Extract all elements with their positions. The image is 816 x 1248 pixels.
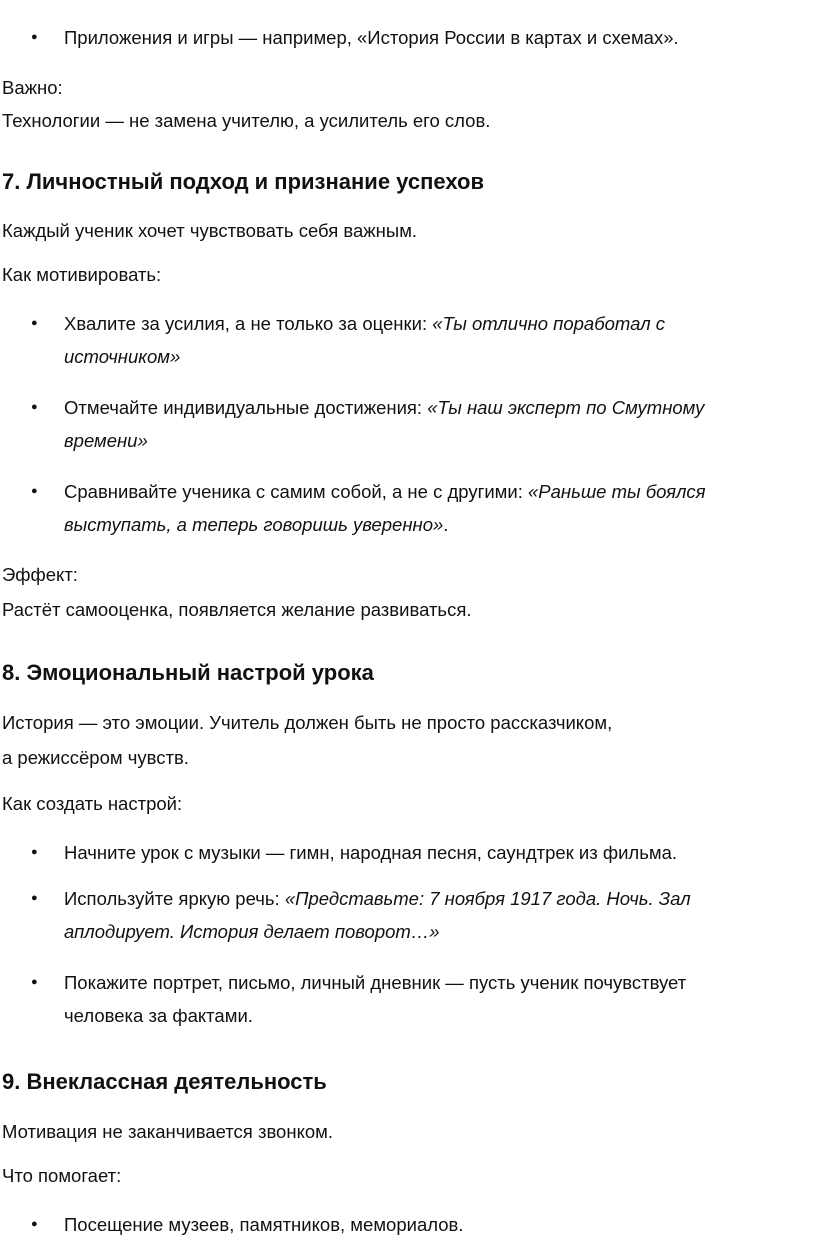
- bullet-icon: ●: [31, 31, 38, 43]
- list-item-text: Отмечайте индивидуальные достижения:: [64, 397, 428, 418]
- section-7-heading: 7. Личностный подход и признание успехов: [2, 169, 484, 194]
- list-item-music: [31, 836, 784, 869]
- section-8-intro-line-1: История — это эмоции. Учитель должен быть не просто рассказчиком,: [2, 712, 613, 733]
- bullet-icon: ●: [31, 401, 38, 413]
- list-item-compare-self: [31, 475, 784, 541]
- list-item-text: Сравнивайте ученика с самим собой, а не с другими:: [64, 481, 528, 502]
- section-8-intro-line-2: а режиссёром чувств.: [2, 747, 189, 768]
- section-8-heading: 8. Эмоциональный настрой урока: [2, 660, 374, 685]
- bullet-icon: ●: [31, 976, 38, 988]
- list-item-museums: [31, 1208, 784, 1241]
- list-item-text: Хвалите за усилия, а не только за оценки:: [64, 313, 433, 334]
- effect-label: Эффект:: [2, 564, 78, 585]
- list-item-text-cont: человека за фактами.: [64, 1005, 253, 1026]
- section-9-help-label: Что помогает:: [2, 1165, 122, 1186]
- section-9-heading: 9. Внеклассная деятельность: [2, 1069, 327, 1094]
- section-8-how-label: Как создать настрой:: [2, 793, 183, 814]
- important-label: Важно:: [2, 77, 63, 98]
- quote-text-cont: выступать, а теперь говоришь уверенно»: [64, 514, 444, 535]
- quote-text-cont: времени»: [64, 430, 148, 451]
- list-item-achievements: [31, 391, 784, 457]
- effect-text: Растёт самооценка, появляется желание развиваться.: [2, 599, 472, 620]
- bullet-icon: ●: [31, 892, 38, 904]
- quote-text-cont: аплодирует. История делает поворот…»: [64, 921, 440, 942]
- quote-text: «Представьте: 7 ноября 1917 года. Ночь. Зал: [284, 888, 691, 909]
- list-item-vivid-speech: [31, 882, 784, 948]
- list-item-portrait: [31, 966, 784, 1032]
- list-item-text: Приложения и игры — например, «История России в картах и схемах».: [64, 27, 679, 48]
- quote-text: «Ты наш эксперт по Смутному: [427, 397, 705, 418]
- bullet-icon: ●: [31, 485, 38, 497]
- list-item-praise-effort: [31, 307, 784, 373]
- list-item-text: Посещение музеев, памятников, мемориалов.: [64, 1214, 464, 1235]
- list-item-apps: [31, 21, 784, 54]
- bullet-icon: ●: [31, 846, 38, 858]
- list-item-text: Используйте яркую речь:: [64, 888, 285, 909]
- section-9-intro: Мотивация не заканчивается звонком.: [2, 1121, 334, 1142]
- quote-text: «Раньше ты боялся: [528, 481, 706, 502]
- list-item-text: Покажите портрет, письмо, личный дневник — пусть ученик почувствует: [64, 972, 687, 993]
- section-7-intro: Каждый ученик хочет чувствовать себя важным.: [2, 220, 418, 241]
- quote-text-cont: источником»: [64, 346, 181, 367]
- section-7-how-label: Как мотивировать:: [2, 264, 162, 285]
- list-item-tail: .: [443, 514, 449, 535]
- bullet-icon: ●: [31, 1218, 38, 1230]
- bullet-icon: ●: [31, 317, 38, 329]
- important-text: Технологии — не замена учителю, а усилитель его слов.: [2, 110, 491, 131]
- list-item-text: Начните урок с музыки — гимн, народная песня, саундтрек из фильма.: [64, 842, 678, 863]
- quote-text: «Ты отлично поработал с: [432, 313, 666, 334]
